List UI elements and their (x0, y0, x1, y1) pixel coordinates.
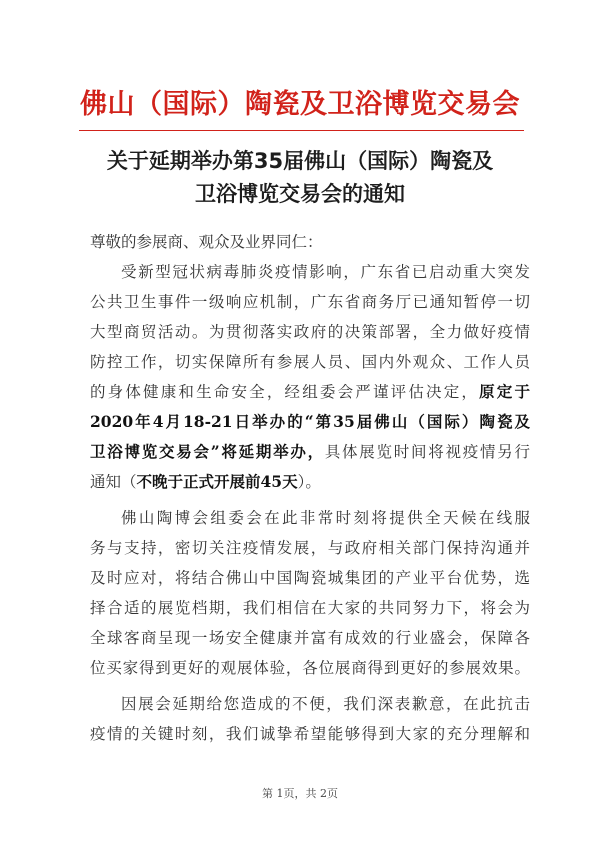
paragraph-line: 防控工作，切实保障所有参展人员、国内外观众、工作人员 (90, 353, 530, 371)
paragraph-line: 受新型冠状病毒肺炎疫情影响，广东省已启动重大突发 (121, 263, 530, 281)
paragraph-line (90, 467, 530, 497)
paragraph-line: 择合适的展览档期，我们相信在大家的共同努力下，将会为 (90, 599, 530, 617)
bold-text-segment: 卫浴博览交易会”将延期举办， (90, 442, 325, 461)
document-body (90, 227, 530, 749)
paragraph-line-bold: 2020年4月18-21日举办的“第35届佛山（国际）陶瓷及 (90, 412, 530, 431)
text-segment: 具体展览时间将视疫情另行 (324, 443, 530, 461)
bold-text-segment: 原定于 (479, 382, 530, 401)
paragraph-line: 及时应对，将结合佛山中国陶瓷城集团的产业平台优势，选 (90, 569, 530, 587)
letterhead-title: 佛山（国际）陶瓷及卫浴博览交易会 (80, 89, 520, 120)
text-segment: ）。 (297, 473, 321, 491)
paragraph-line: 务与支持，密切关注疫情发展，与政府相关部门保持沟通并 (90, 539, 530, 557)
paragraph-line: 全球客商呈现一场安全健康并富有成效的行业盛会，保障各 (90, 629, 530, 647)
page-indicator: 第 1页，共 2页 (262, 787, 338, 800)
title-line-2: 卫浴博览交易会的通知 (195, 182, 405, 206)
paragraph-line: 位买家得到更好的观展体验，各位展商得到更好的参展效果。 (90, 659, 530, 677)
red-divider (79, 130, 524, 131)
title-line-1: 关于延期举办第35届佛山（国际）陶瓷及 (106, 149, 494, 173)
paragraph-line: 疫情的关键时刻，我们诚挚希望能够得到大家的充分理解和 (90, 725, 530, 743)
paragraph-line: 大型商贸活动。为贯彻落实政府的决策部署，全力做好疫情 (90, 323, 530, 341)
paragraph-line: 因展会延期给您造成的不便，我们深表歉意，在此抗击 (121, 695, 530, 713)
document-title (60, 145, 540, 211)
paragraph-line (90, 377, 530, 407)
paragraph-line (90, 437, 530, 467)
text-segment: 的身体健康和生命安全，经组委会严谨评估决定， (90, 383, 480, 401)
text-segment: 通知（ (90, 473, 137, 491)
paragraph-line: 佛山陶博会组委会在此非常时刻将提供全天候在线服 (121, 509, 530, 527)
bold-text-segment: 不晚于正式开展前45天 (136, 472, 298, 491)
salutation: 尊敬的参展商、观众及业界同仁： (90, 233, 323, 251)
paragraph-line: 公共卫生事件一级响应机制，广东省商务厅已通知暂停一切 (90, 293, 530, 311)
